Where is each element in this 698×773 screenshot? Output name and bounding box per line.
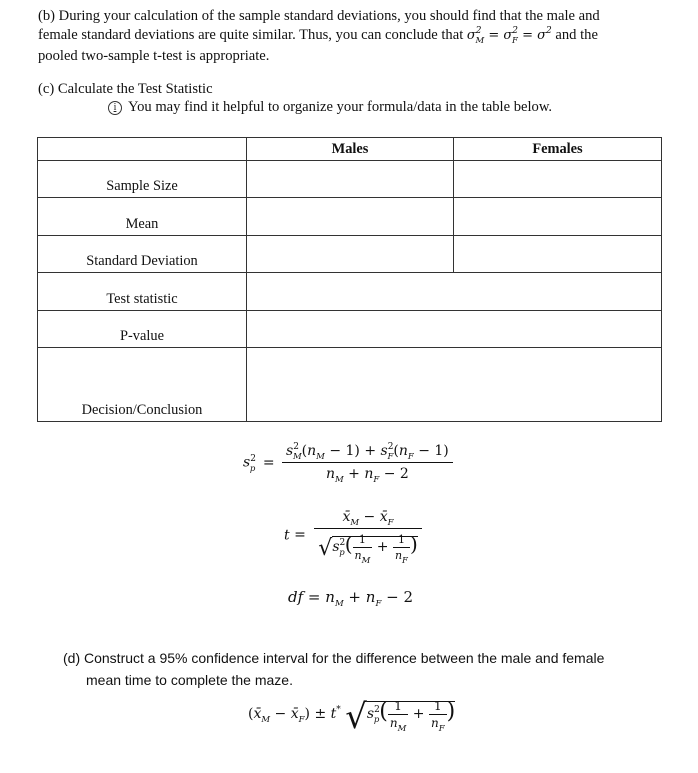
part-d-line-2: mean time to complete the maze. — [86, 672, 293, 688]
part-c-info-line — [108, 99, 552, 116]
info-icon: i — [108, 101, 122, 115]
statistics-table — [37, 137, 662, 422]
row-label-decision: Decision/Conclusion — [38, 348, 247, 422]
row-label-sample-size: Sample Size — [38, 161, 247, 198]
row-label-mean: Mean — [38, 198, 247, 236]
part-b-line-3: pooled two-sample t-test is appropriate. — [38, 48, 270, 64]
cell-decision[interactable] — [247, 348, 662, 422]
part-b-line-1: (b) During your calculation of the sample standard deviations, you should find that the male and — [38, 8, 600, 24]
cell-p-value[interactable] — [247, 311, 662, 348]
cell-test-statistic[interactable] — [247, 273, 662, 311]
row-label-p-value: P-value — [38, 311, 247, 348]
t-statistic-formula: t = $x̄_M$ − $x̄_F$ $√s^2_p$( $\frac{1}{n_M}$ + $\frac{1}{n_F}$ ) — [284, 509, 422, 562]
cell-sd-males[interactable] — [247, 236, 454, 273]
part-b-line-2 — [38, 26, 670, 47]
cell-sample-size-females[interactable] — [454, 161, 662, 198]
column-header-males: Males — [247, 138, 454, 161]
part-c-heading: (c) Calculate the Test Statistic — [38, 81, 213, 97]
pooled-variance-formula: $s^2_p$ = $\frac{s^2_M(n_M - 1) + s^2_F(n_F - 1)}{n_M + n_F - 2}$ — [243, 443, 453, 482]
part-b-line-2-end: and the — [555, 27, 598, 43]
part-b-line-2-text: female standard deviations are quite similar. Thus, you can conclude that — [38, 27, 464, 43]
part-d-line-1: (d) Construct a 95% confidence interval for the difference between the male and female — [63, 650, 605, 666]
degrees-of-freedom-formula: df = $n_M + n_F - 2$ — [288, 588, 413, 609]
cell-mean-males[interactable] — [247, 198, 454, 236]
part-c-info-text: You may find it helpful to organize your formula/data in the table below. — [128, 99, 553, 115]
confidence-interval-formula: ($x̄_M$ − $x̄_F) \pm t^*$ $√s^2_p$( $\frac{1}{n_M}$ + $\frac{1}{n_F}$ ) — [248, 697, 456, 737]
row-label-standard-deviation: Standard Deviation — [38, 236, 247, 273]
part-b-paragraph — [38, 7, 670, 66]
column-header-females: Females — [454, 138, 662, 161]
part-d-paragraph — [63, 647, 643, 691]
cell-mean-females[interactable] — [454, 198, 662, 236]
cell-sd-females[interactable] — [454, 236, 662, 273]
cell-sample-size-males[interactable] — [247, 161, 454, 198]
variance-equality-math: $\sigma^2_M = \sigma^2_F = \sigma^2$ — [466, 26, 552, 46]
row-label-test-statistic: Test statistic — [38, 273, 247, 311]
table-corner-cell — [38, 138, 247, 161]
